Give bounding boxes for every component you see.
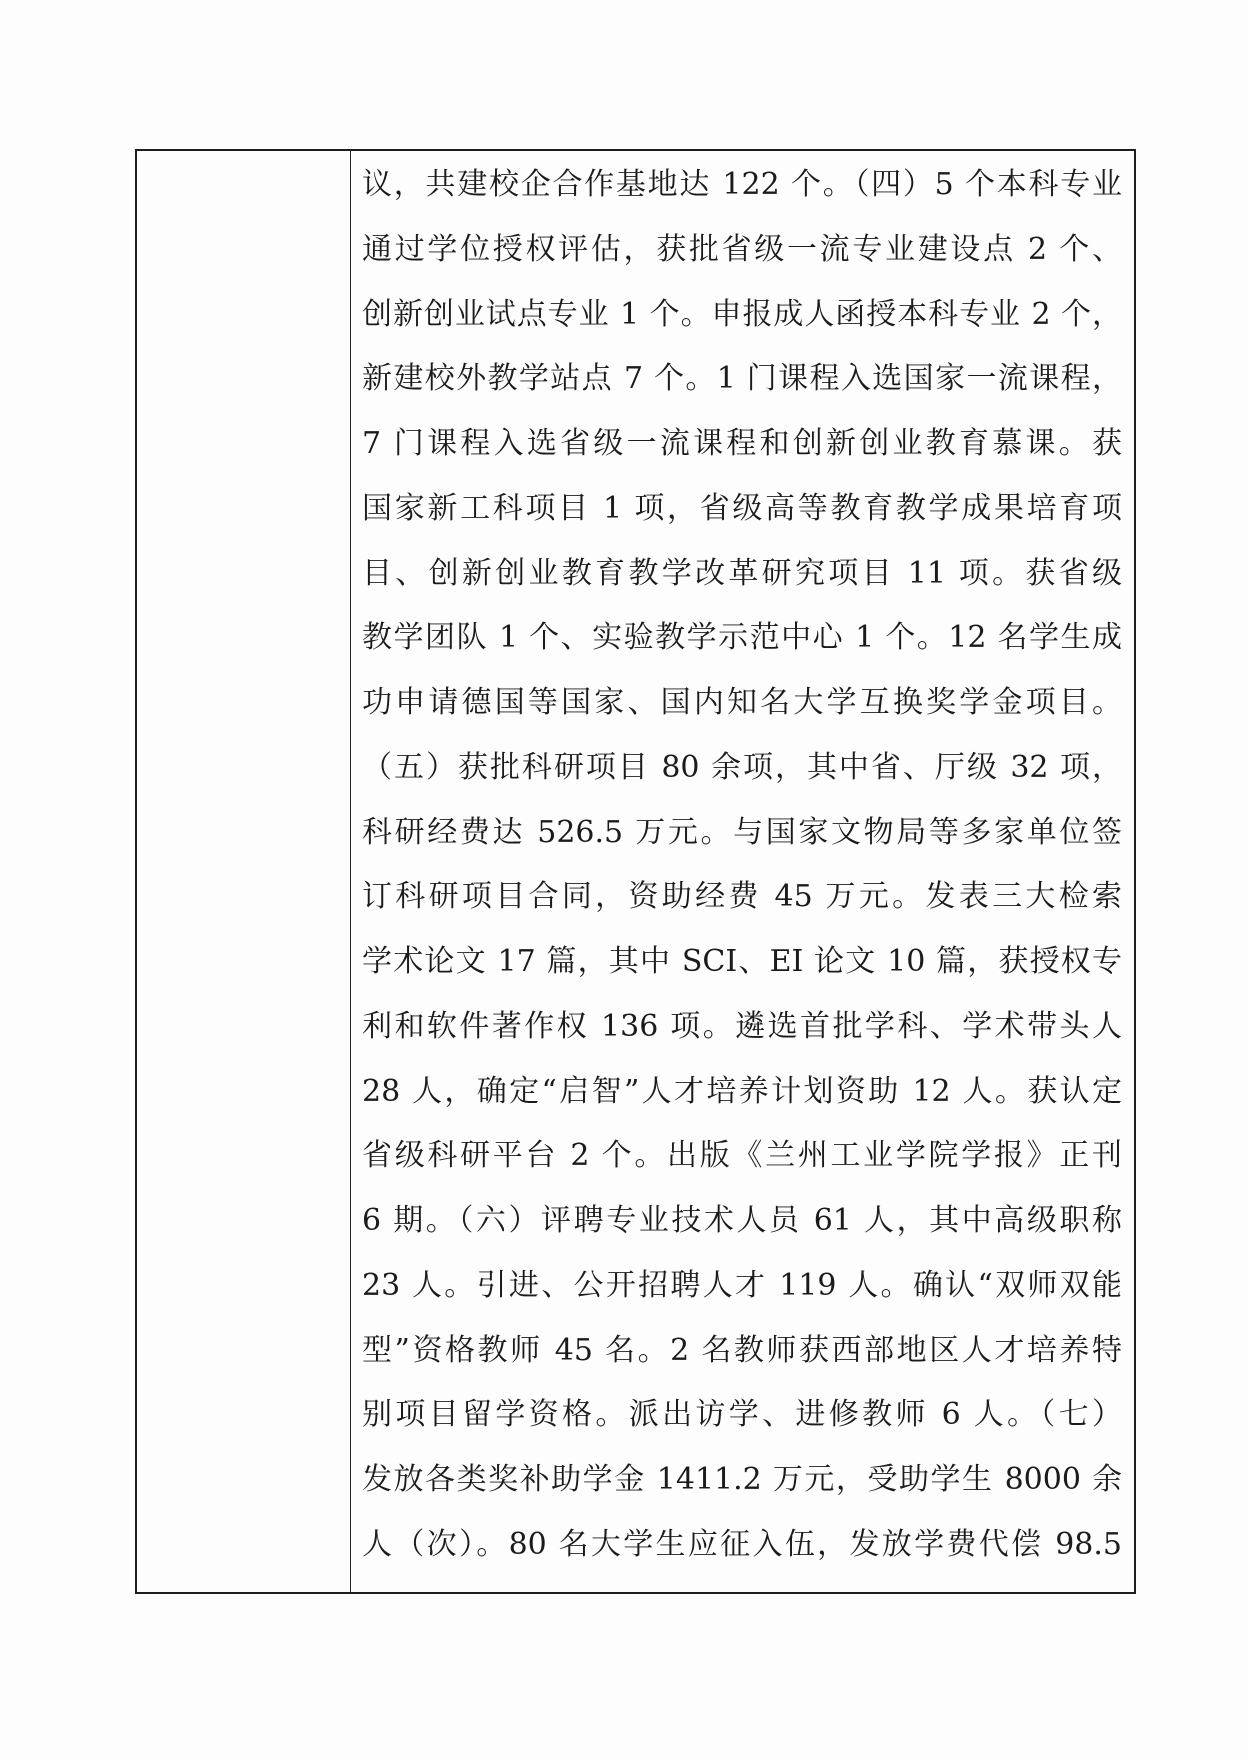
text-line: 功申请德国等国家、国内知名大学互换奖学金项目。 [362, 685, 1122, 720]
text-line: 别项目留学资格。派出访学、进修教师 6 人。（七） [362, 1397, 1122, 1433]
text-line: 省级科研平台 2 个。出版《兰州工业学院学报》正刊 [362, 1138, 1122, 1174]
text-line: 国家新工科项目 1 项，省级高等教育教学成果培育项 [362, 490, 1122, 526]
text-line: 发放各类奖补助学金 1411.2 万元，受助学生 8000 余 [362, 1462, 1122, 1497]
content-text-block [362, 153, 1122, 1578]
text-line: 通过学位授权评估，获批省级一流专业建设点 2 个、 [362, 231, 1122, 267]
text-line: 7 门课程入选省级一流课程和创新创业教育慕课。获 [362, 426, 1122, 461]
text-line: 型”资格教师 45 名。2 名教师获西部地区人才培养特 [362, 1332, 1122, 1368]
text-line: （五）获批科研项目 80 余项，其中省、厅级 32 项， [362, 749, 1122, 785]
text-line: 学术论文 17 篇，其中 SCI、EI 论文 10 篇，获授权专 [362, 944, 1122, 979]
text-line: 28 人，确定“启智”人才培养计划资助 12 人。获认定 [362, 1073, 1122, 1109]
text-line: 科研经费达 526.5 万元。与国家文物局等多家单位签 [362, 814, 1122, 850]
text-line: 人（次）。80 名大学生应征入伍，发放学费代偿 98.5 [362, 1526, 1122, 1562]
text-line: 23 人。引进、公开招聘人才 119 人。确认“双师双能 [362, 1267, 1122, 1303]
text-line: 6 期。（六）评聘专业技术人员 61 人，其中高级职称 [362, 1203, 1122, 1238]
text-line: 订科研项目合同，资助经费 45 万元。发表三大检索 [362, 879, 1122, 915]
text-line: 目、创新创业教育教学改革研究项目 11 项。获省级 [362, 555, 1122, 591]
left-label-cell [137, 151, 351, 1592]
text-line: 利和软件著作权 136 项。遴选首批学科、学术带头人 [362, 1008, 1122, 1044]
text-line: 新建校外教学站点 7 个。1 门课程入选国家一流课程， [362, 361, 1122, 397]
text-line: 教学团队 1 个、实验教学示范中心 1 个。12 名学生成 [362, 620, 1122, 656]
text-line: 创新创业试点专业 1 个。申报成人函授本科专业 2 个， [362, 296, 1122, 332]
text-line: 议，共建校企合作基地达 122 个。（四）5 个本科专业 [362, 167, 1122, 202]
